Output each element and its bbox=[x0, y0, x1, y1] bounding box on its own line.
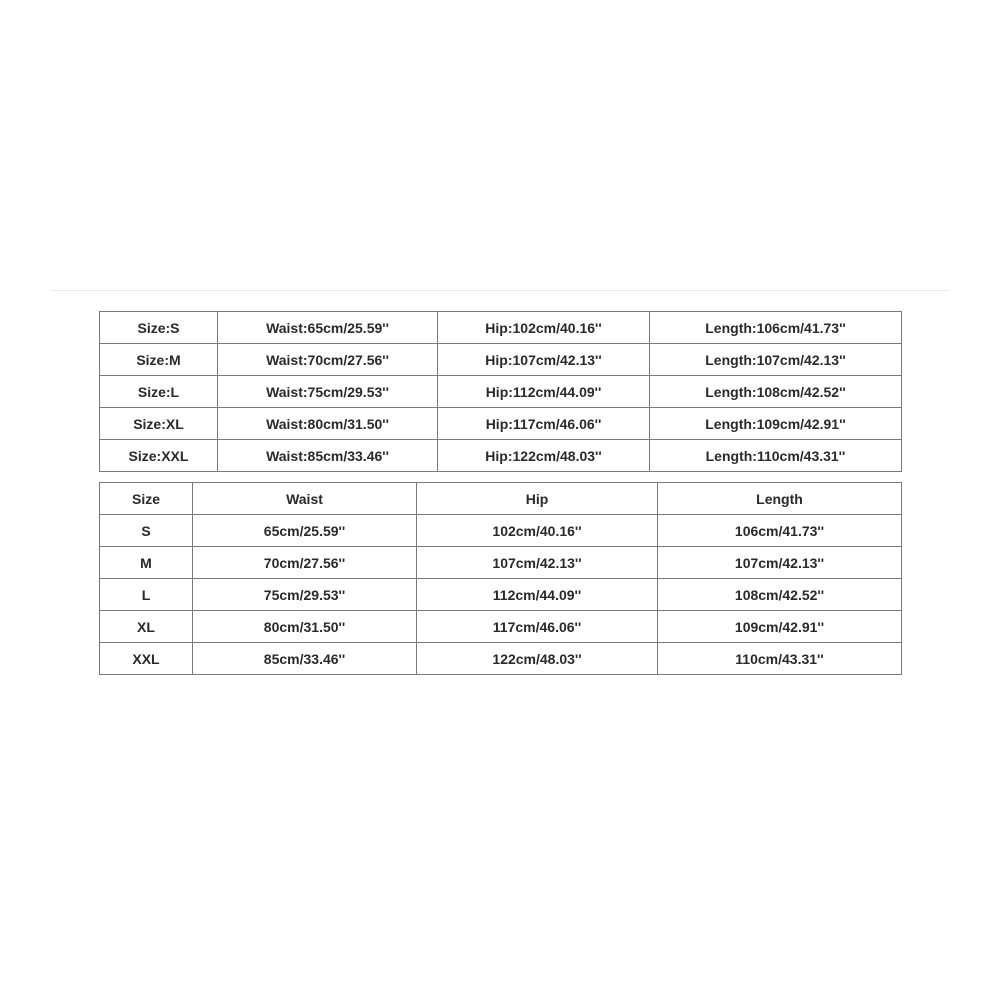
waist-cell: Waist:65cm/25.59'' bbox=[218, 312, 438, 344]
length-cell: 110cm/43.31'' bbox=[658, 643, 902, 675]
length-cell: 109cm/42.91'' bbox=[658, 611, 902, 643]
waist-cell: 85cm/33.46'' bbox=[193, 643, 417, 675]
table-row bbox=[100, 547, 902, 579]
size-cell: Size:XXL bbox=[100, 440, 218, 472]
hip-cell: 107cm/42.13'' bbox=[417, 547, 658, 579]
waist-cell: 65cm/25.59'' bbox=[193, 515, 417, 547]
waist-cell: 80cm/31.50'' bbox=[193, 611, 417, 643]
column-header-length: Length bbox=[658, 483, 902, 515]
column-header-waist: Waist bbox=[193, 483, 417, 515]
hip-cell: 102cm/40.16'' bbox=[417, 515, 658, 547]
column-header-hip: Hip bbox=[417, 483, 658, 515]
hip-cell: 122cm/48.03'' bbox=[417, 643, 658, 675]
length-cell: 107cm/42.13'' bbox=[658, 547, 902, 579]
table-row bbox=[100, 611, 902, 643]
size-cell: Size:L bbox=[100, 376, 218, 408]
waist-cell: 75cm/29.53'' bbox=[193, 579, 417, 611]
hip-cell: Hip:107cm/42.13'' bbox=[438, 344, 650, 376]
table-row bbox=[100, 579, 902, 611]
hip-cell: Hip:122cm/48.03'' bbox=[438, 440, 650, 472]
table-row bbox=[100, 312, 902, 344]
length-cell: 108cm/42.52'' bbox=[658, 579, 902, 611]
hip-cell: 117cm/46.06'' bbox=[417, 611, 658, 643]
hip-cell: Hip:112cm/44.09'' bbox=[438, 376, 650, 408]
waist-cell: Waist:85cm/33.46'' bbox=[218, 440, 438, 472]
size-cell: M bbox=[100, 547, 193, 579]
waist-cell: 70cm/27.56'' bbox=[193, 547, 417, 579]
size-cell: S bbox=[100, 515, 193, 547]
length-cell: Length:109cm/42.91'' bbox=[650, 408, 902, 440]
table-row bbox=[100, 344, 902, 376]
size-cell: L bbox=[100, 579, 193, 611]
hip-cell: 112cm/44.09'' bbox=[417, 579, 658, 611]
size-cell: XXL bbox=[100, 643, 193, 675]
table-row bbox=[100, 643, 902, 675]
size-cell: Size:M bbox=[100, 344, 218, 376]
length-cell: Length:110cm/43.31'' bbox=[650, 440, 902, 472]
length-cell: Length:107cm/42.13'' bbox=[650, 344, 902, 376]
table-row bbox=[100, 515, 902, 547]
size-cell: Size:XL bbox=[100, 408, 218, 440]
length-cell: 106cm/41.73'' bbox=[658, 515, 902, 547]
column-header-size: Size bbox=[100, 483, 193, 515]
hip-cell: Hip:102cm/40.16'' bbox=[438, 312, 650, 344]
divider-line bbox=[50, 290, 950, 291]
table-header-row bbox=[100, 483, 902, 515]
size-chart-labeled bbox=[99, 311, 902, 472]
length-cell: Length:106cm/41.73'' bbox=[650, 312, 902, 344]
table-row bbox=[100, 408, 902, 440]
size-cell: XL bbox=[100, 611, 193, 643]
waist-cell: Waist:80cm/31.50'' bbox=[218, 408, 438, 440]
table-row bbox=[100, 440, 902, 472]
length-cell: Length:108cm/42.52'' bbox=[650, 376, 902, 408]
waist-cell: Waist:75cm/29.53'' bbox=[218, 376, 438, 408]
size-cell: Size:S bbox=[100, 312, 218, 344]
hip-cell: Hip:117cm/46.06'' bbox=[438, 408, 650, 440]
size-chart-grid bbox=[99, 482, 902, 675]
waist-cell: Waist:70cm/27.56'' bbox=[218, 344, 438, 376]
table-row bbox=[100, 376, 902, 408]
